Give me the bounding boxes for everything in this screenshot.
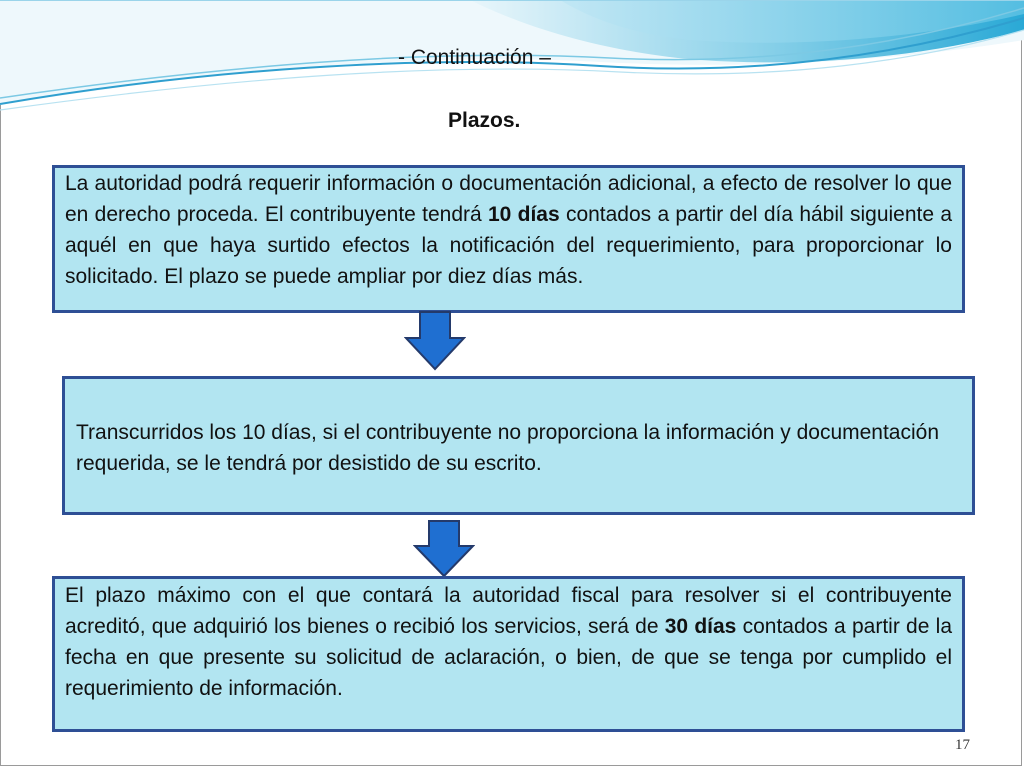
slide-subtitle: - Continuación – bbox=[398, 46, 551, 69]
requirement-deadline: 10 días bbox=[487, 203, 560, 226]
resolution-text-end: contados a partir de la fecha en que presente su solicitud de aclaración, o bien, de que se tenga por cumplido el requerimiento de información. bbox=[65, 615, 952, 700]
down-arrow-icon bbox=[413, 519, 475, 579]
resolution-text bbox=[65, 580, 952, 704]
desistance-box bbox=[62, 376, 975, 515]
requirement-box bbox=[52, 165, 965, 313]
requirement-text-end: contados a partir del día hábil siguiente a aquél en que haya surtido efectos la notificación del requerimiento, para proporcionar lo solicitado. El plazo se puede ampliar por diez días más. bbox=[65, 203, 953, 288]
page-number: 17 bbox=[955, 737, 970, 753]
slide-title: Plazos. bbox=[448, 109, 521, 132]
resolution-deadline: 30 días bbox=[664, 615, 737, 638]
desistance-text: Transcurridos los 10 días, si el contribuyente no proporciona la información y documentación requerida, se le tendrá por desistido de su escrito. bbox=[76, 421, 940, 475]
resolution-box bbox=[52, 576, 965, 732]
resolution-text-start: El plazo máximo con el que contará la autoridad fiscal para resolver si el contribuyente acreditó, que adquirió los bienes o recibió los servicios, será de bbox=[65, 584, 952, 638]
requirement-text-start: La autoridad podrá requerir información o documentación adicional, a efecto de resolver lo que en derecho proceda. El contribuyente tendrá bbox=[65, 172, 952, 226]
requirement-text bbox=[65, 168, 952, 292]
down-arrow-icon bbox=[404, 310, 466, 372]
